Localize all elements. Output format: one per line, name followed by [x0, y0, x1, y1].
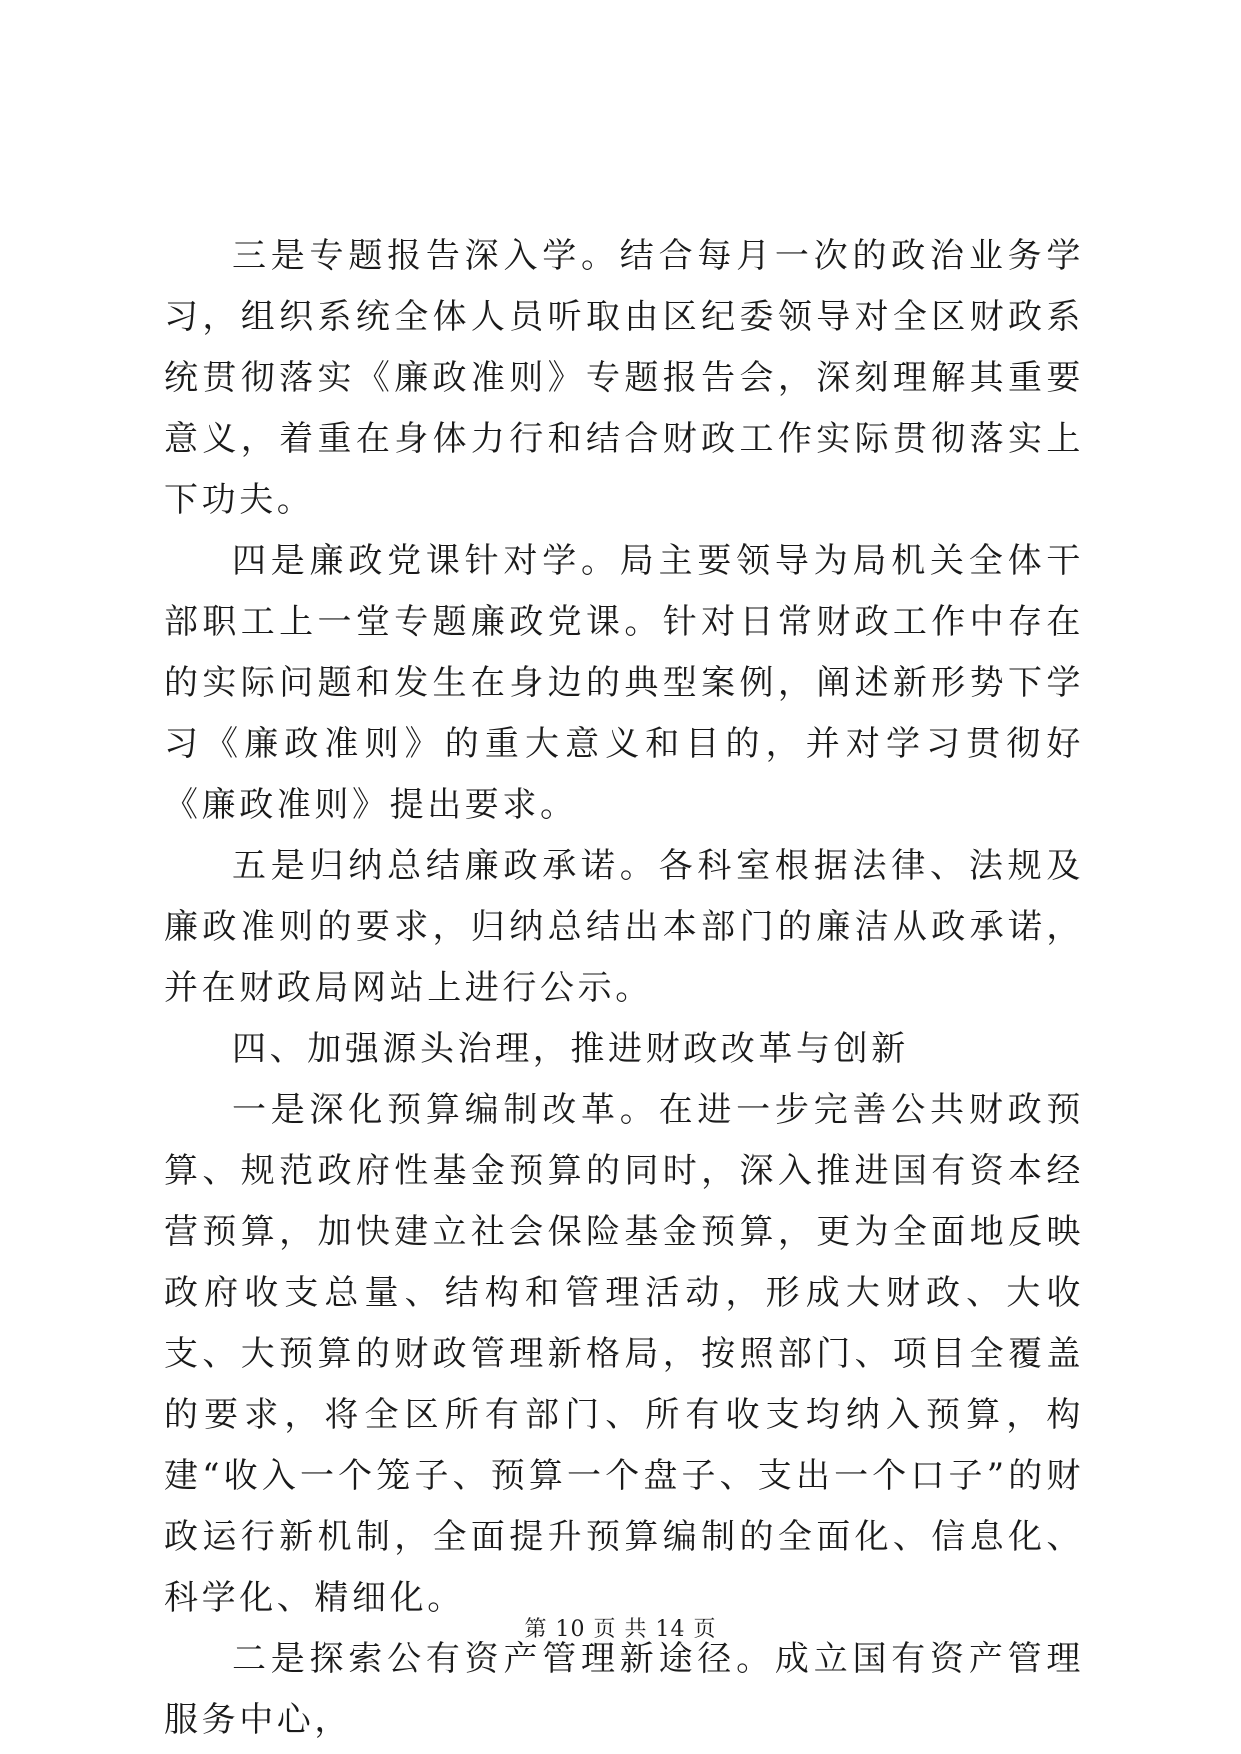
paragraph-budget-reform: 一是深化预算编制改革。在进一步完善公共财政预算、规范政府性基金预算的同时，深入推进国有资本经营预算，加快建立社会保险基金预算，更为全面地反映政府收支总量、结构和管理活动，形成大财政、大收支、大预算的财政管理新格局，按照部门、项目全覆盖的要求，将全区所有部门、所有收支均纳入预算，构建“收入一个笼子、预算一个盘子、支出一个口子”的财政运行新机制，全面提升预算编制的全面化、信息化、科学化、精细化。	[164, 1090, 1084, 1618]
document-body	[164, 226, 1084, 1751]
section-heading-source-governance: 四、加强源头治理，推进财政改革与创新	[232, 1029, 909, 1069]
paragraph-party-lecture: 四是廉政党课针对学。局主要领导为局机关全体干部职工上一堂专题廉政党课。针对日常财政工作中存在的实际问题和发生在身边的典型案例，阐述新形势下学习《廉政准则》的重大意义和目的，并对学习贯彻好《廉政准则》提出要求。	[164, 541, 1084, 825]
page-number-footer: 第 10 页 共 14 页	[524, 1617, 717, 1642]
paragraph-special-report-study: 三是专题报告深入学。结合每月一次的政治业务学习，组织系统全体人员听取由区纪委领导对全区财政系统贯彻落实《廉政准则》专题报告会，深刻理解其重要意义，着重在身体力行和结合财政工作实际贯彻落实上下功夫。	[164, 236, 1084, 520]
paragraph-integrity-commitment: 五是归纳总结廉政承诺。各科室根据法律、法规及廉政准则的要求，归纳总结出本部门的廉洁从政承诺，并在财政局网站上进行公示。	[164, 846, 1084, 1008]
paragraph-asset-management: 二是探索公有资产管理新途径。成立国有资产管理服务中心，	[164, 1639, 1084, 1740]
